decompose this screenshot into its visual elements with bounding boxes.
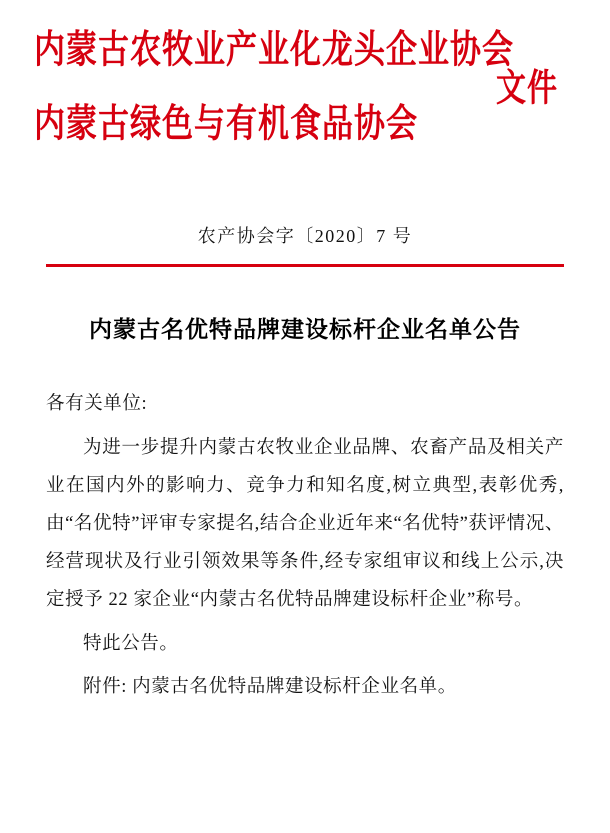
letterhead-document-word: 文件 [496, 66, 558, 111]
document-number: 农产协会字〔2020〕7 号 [197, 226, 413, 246]
body-paragraph-2: 特此公告。 [83, 633, 179, 654]
letterhead-org-line-1: 内蒙古农牧业产业化龙头企业协会 [34, 27, 514, 73]
red-divider-rule [46, 264, 564, 267]
body-paragraph-1: 为进一步提升内蒙古农牧业企业品牌、农畜产品及相关产业在国内外的影响力、竞争力和知名度,树立典型,表彰优秀,由“名优特”评审专家提名,结合企业近年来“名优特”获评情况、经营现状及行业引领效果等条件,经专家组审议和线上公示,决定授予 22 家企业“内蒙古名优特品牌建设标杆企业”称号。 [46, 437, 564, 610]
letterhead-org-line-2: 内蒙古绿色与有机食品协会 [34, 101, 418, 147]
document-body [46, 386, 564, 707]
body-attachment-note: 附件: 内蒙古名优特品牌建设标杆企业名单。 [83, 677, 457, 698]
body-salutation: 各有关单位: [46, 394, 148, 414]
page-title: 内蒙古名优特品牌建设标杆企业名单公告 [89, 316, 521, 343]
letterhead [34, 0, 564, 176]
